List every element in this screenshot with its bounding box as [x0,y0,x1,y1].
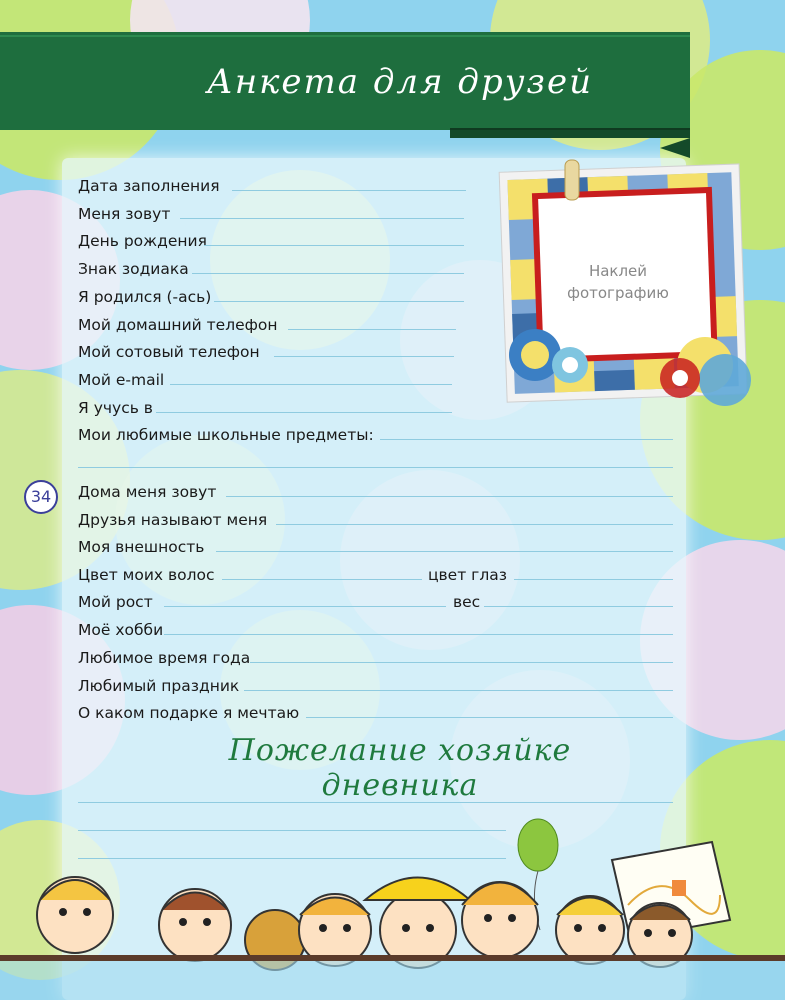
input-weight[interactable] [484,606,673,607]
label-zodiac: Знак зодиака [78,260,189,278]
label-eye-color: цвет глаз [428,566,507,584]
wish-line-1[interactable] [78,802,673,803]
label-home-phone: Мой домашний телефон [78,316,278,334]
input-season[interactable] [250,662,673,663]
label-appearance: Моя внешность [78,538,205,556]
label-name: Меня зовут [78,205,171,223]
label-weight: вес [453,593,481,611]
page-title: Анкета для друзей [206,62,593,102]
input-hair-color[interactable] [222,579,422,580]
label-home-name: Дома меня зовут [78,483,217,501]
photo-placeholder-line2: фотографию [567,284,669,302]
photo-placeholder-line1: Наклей [588,262,648,280]
input-born-in[interactable] [214,301,464,302]
label-height: Мой рост [78,593,153,611]
label-born-in: Я родился (-ась) [78,288,212,306]
input-hobby[interactable] [164,634,673,635]
label-school: Я учусь в [78,399,153,417]
label-fav-subjects: Мои любимые школьные предметы: [78,426,374,444]
input-height[interactable] [164,606,446,607]
wish-title: Пожелание хозяйке дневника [228,733,572,803]
label-holiday: Любимый праздник [78,677,240,695]
input-dream-gift[interactable] [306,717,673,718]
input-school[interactable] [156,412,452,413]
input-fill-date[interactable] [232,190,466,191]
input-fav-subjects-extra[interactable] [78,467,673,468]
photo-placeholder[interactable] [548,260,688,304]
label-season: Любимое время года [78,649,251,667]
label-friends-call: Друзья называют меня [78,511,268,529]
input-birthday[interactable] [204,245,464,246]
label-hobby: Моё хобби [78,621,164,639]
input-friends-call[interactable] [276,524,673,525]
input-holiday[interactable] [244,690,673,691]
input-email[interactable] [170,384,452,385]
label-hair-color: Цвет моих волос [78,566,215,584]
label-dream-gift: О каком подарке я мечтаю [78,704,300,722]
input-zodiac[interactable] [192,273,464,274]
label-birthday: День рождения [78,232,207,250]
input-home-phone[interactable] [288,329,456,330]
input-appearance[interactable] [216,551,673,552]
page-number: 34 [24,480,58,514]
label-fill-date: Дата заполнения [78,177,220,195]
input-mobile-phone[interactable] [274,356,454,357]
kids-illustration [0,815,785,1000]
input-name[interactable] [180,218,464,219]
input-eye-color[interactable] [514,579,673,580]
label-mobile-phone: Мой сотовый телефон [78,343,260,361]
label-email: Мой e-mail [78,371,165,389]
input-home-name[interactable] [226,496,673,497]
input-fav-subjects[interactable] [380,439,673,440]
